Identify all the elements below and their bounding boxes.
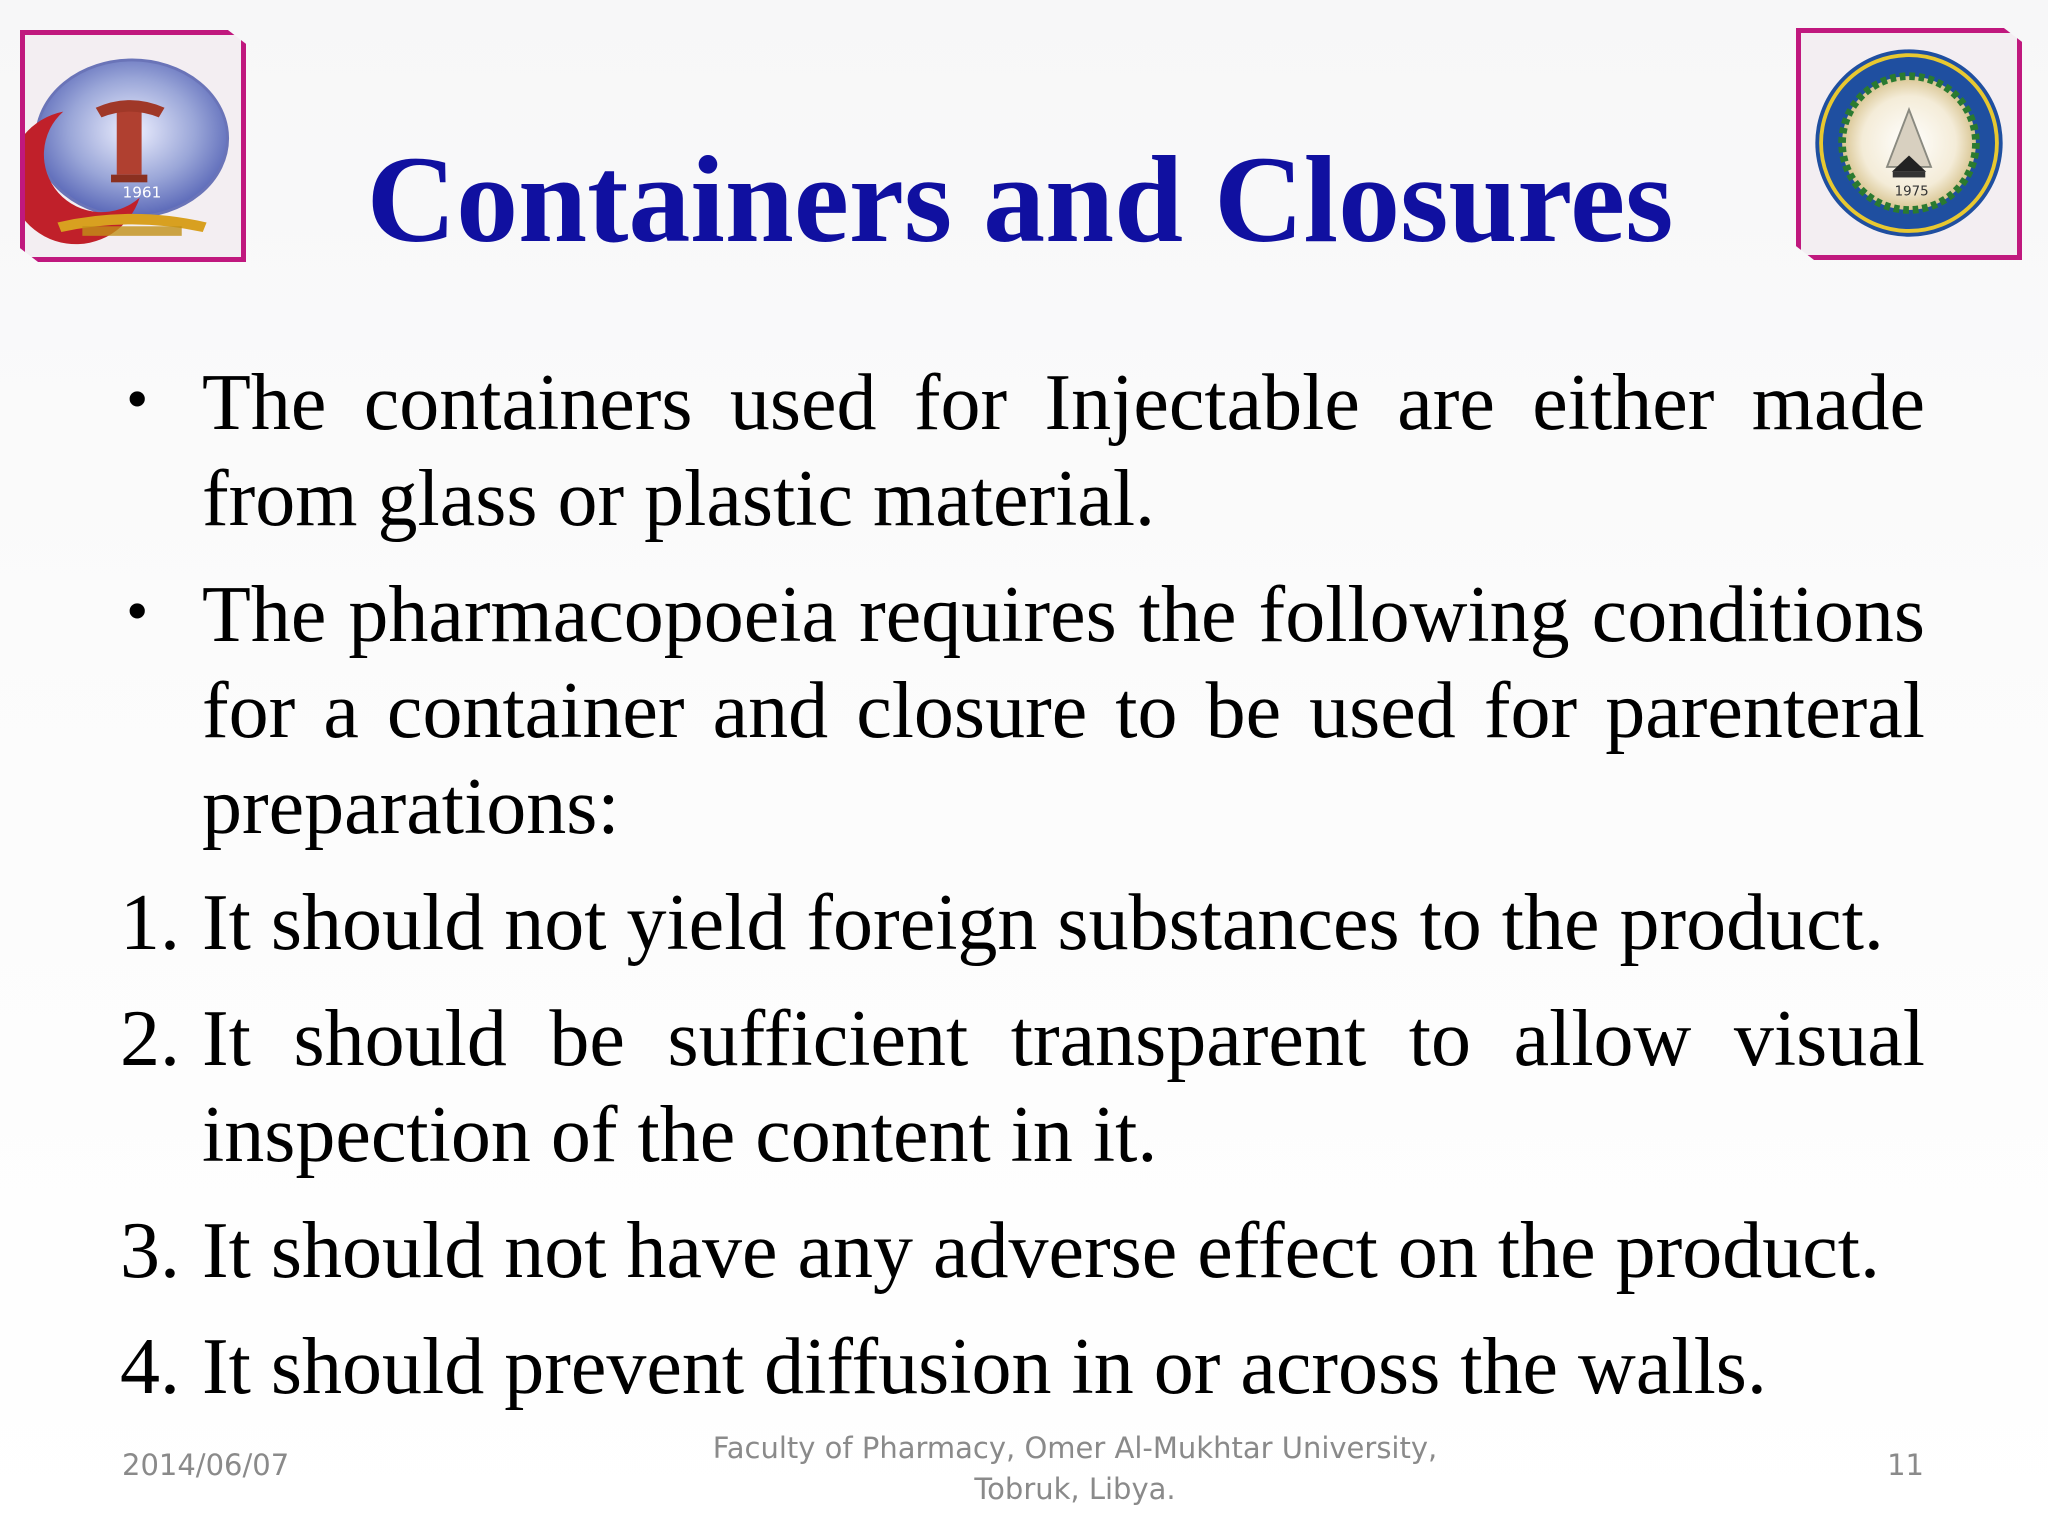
numbered-text: It should not yield foreign substances to the product. (202, 879, 1884, 967)
pharmacy-faculty-logo-icon (20, 30, 246, 262)
bullet-marker: • (126, 363, 149, 434)
slide-number: 11 (1887, 1448, 1924, 1482)
university-seal-logo-icon (1796, 28, 2022, 260)
logo-left-year: 1961 (122, 183, 162, 202)
number-marker: 3. (120, 1207, 180, 1295)
numbered-item (120, 875, 1925, 971)
numbered-text: It should prevent diffusion in or across the walls. (202, 1323, 1767, 1411)
numbered-text: It should not have any adverse effect on the product. (202, 1207, 1880, 1295)
bullet-text: The containers used for Injectable are either made from glass or plastic material. (202, 359, 1925, 543)
slide-body (120, 355, 1925, 1415)
numbered-item (120, 991, 1925, 1183)
university-seal-logo-graphic (1801, 33, 2017, 255)
bullet-item (120, 355, 1925, 547)
number-marker: 4. (120, 1323, 180, 1411)
footer-institution-line2: Tobruk, Libya. (974, 1472, 1176, 1506)
bullet-item (120, 567, 1925, 855)
number-marker: 2. (120, 995, 180, 1083)
footer-date: 2014/06/07 (122, 1448, 290, 1482)
numbered-text: It should be sufficient transparent to allow visual inspection of the content in it. (202, 995, 1925, 1179)
bullet-marker: • (126, 575, 149, 646)
footer-institution (700, 1428, 1450, 1510)
pharmacy-faculty-logo-graphic (25, 35, 241, 257)
number-marker: 1. (120, 879, 180, 967)
bullet-text: The pharmacopoeia requires the following conditions for a container and closure to be used for parenteral preparations: (202, 571, 1925, 851)
numbered-item (120, 1203, 1925, 1299)
logo-right-year: 1975 (1894, 184, 1929, 200)
numbered-item (120, 1319, 1925, 1415)
slide-title: Containers and Closures (366, 131, 1674, 268)
footer-institution-line1: Faculty of Pharmacy, Omer Al-Mukhtar University, (712, 1431, 1438, 1465)
